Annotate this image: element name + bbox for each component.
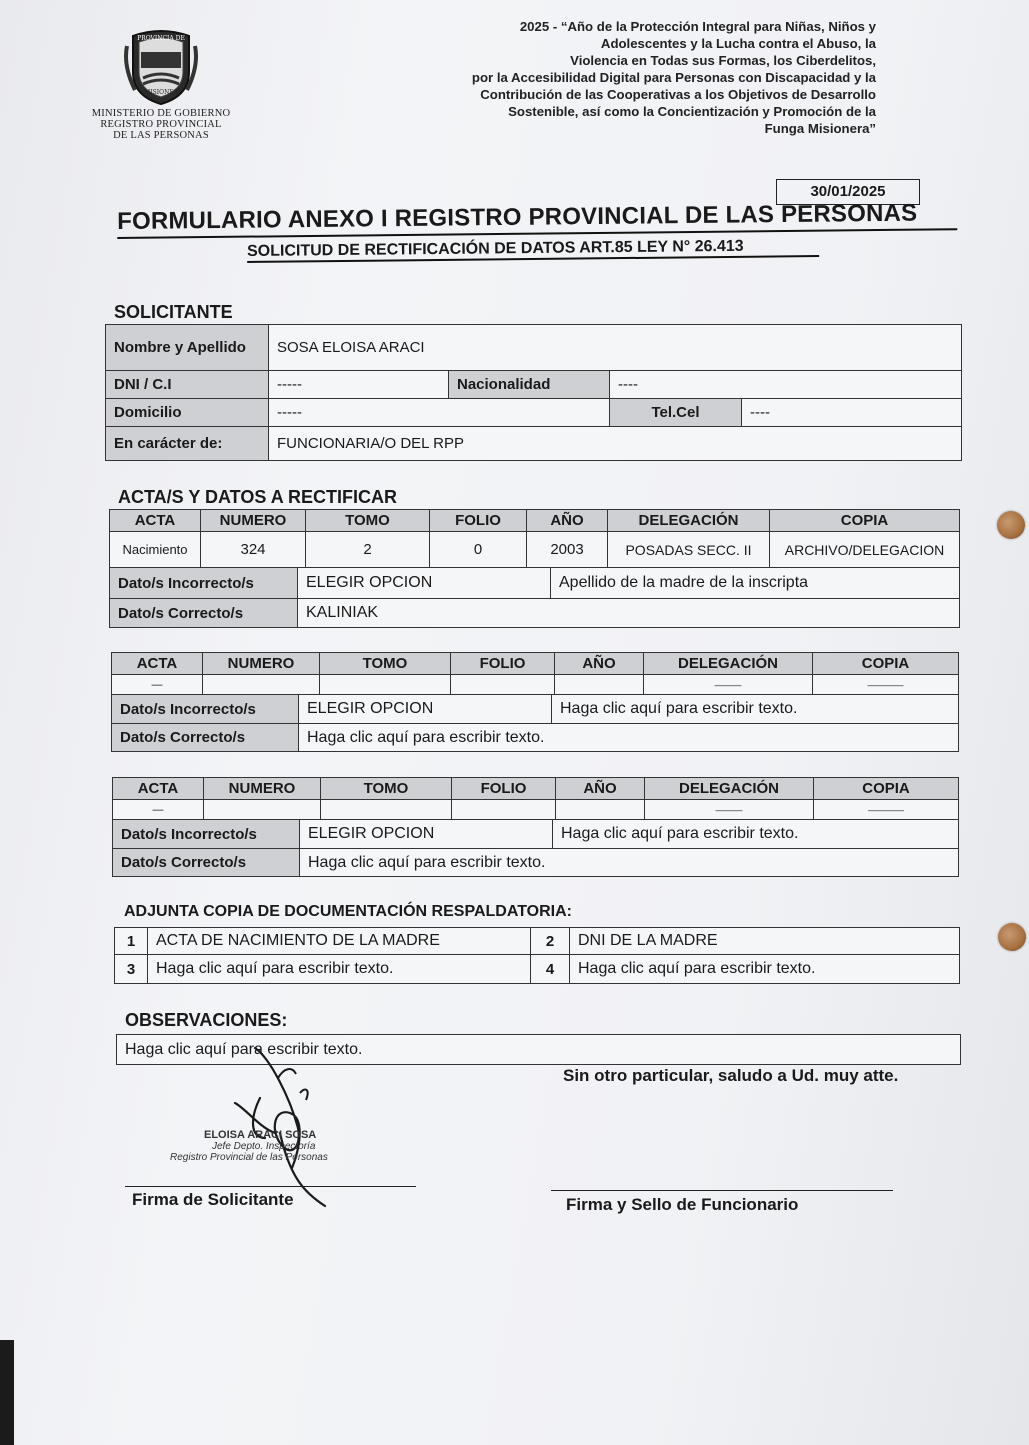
stamp-role: Jefe Depto. Inspectoría	[212, 1141, 316, 1152]
closing-text: Sin otro particular, saludo a Ud. muy atte.	[563, 1066, 899, 1085]
correct-label: Dato/s Correcto/s	[110, 599, 298, 628]
attachment-field-4[interactable]: Haga clic aquí para escribir texto.	[570, 955, 960, 984]
header-delegacion: DELEGACIÓN	[645, 778, 814, 800]
correct-field[interactable]: Haga clic aquí para escribir texto.	[300, 849, 959, 877]
table-shadow	[0, 1340, 14, 1445]
ministry-line: MINISTERIO DE GOBIERNO	[91, 108, 231, 119]
anio-field[interactable]	[556, 800, 645, 820]
stamp-name: ELOISA ARACI SOSA	[204, 1129, 317, 1141]
incorrect-option-dropdown[interactable]: ELEGIR OPCION	[298, 568, 551, 599]
acta-block-3	[112, 777, 959, 820]
acta-block-2	[111, 652, 959, 695]
punch-hole	[998, 923, 1026, 951]
acta-type-field[interactable]: Nacimiento	[110, 532, 201, 568]
coat-of-arms-icon	[121, 26, 201, 106]
observaciones-field[interactable]: Haga clic aquí para escribir texto.	[117, 1035, 961, 1065]
dni-label: DNI / C.I	[106, 371, 269, 399]
numero-field[interactable]	[203, 675, 320, 695]
anio-field[interactable]	[555, 675, 644, 695]
correct-label: Dato/s Correcto/s	[113, 849, 300, 877]
domicilio-field[interactable]: -----	[269, 399, 610, 427]
folio-field[interactable]: 0	[430, 532, 527, 568]
handwritten-signature-icon	[220, 1038, 340, 1208]
header-copia: COPIA	[770, 510, 960, 532]
attachment-field-3[interactable]: Haga clic aquí para escribir texto.	[148, 955, 531, 984]
logo-text-bottom: MISIONES	[144, 89, 178, 96]
attachment-field-1[interactable]: ACTA DE NACIMIENTO DE LA MADRE	[148, 928, 531, 955]
header-anio: AÑO	[556, 778, 645, 800]
correct-field[interactable]: KALINIAK	[298, 599, 960, 628]
year-motto	[420, 18, 876, 137]
acta-type-field[interactable]: —	[112, 675, 203, 695]
solicitante-table	[105, 324, 962, 461]
anio-field[interactable]: 2003	[527, 532, 608, 568]
header-copia: COPIA	[813, 653, 959, 675]
attachment-number: 4	[531, 955, 570, 984]
attachment-field-2[interactable]: DNI DE LA MADRE	[570, 928, 960, 955]
motto-line: Adolescentes y la Lucha contra el Abuso, la	[600, 36, 876, 51]
nacionalidad-field[interactable]: ----	[610, 371, 962, 399]
date-field[interactable]: 30/01/2025	[776, 179, 920, 205]
header-logo-block	[88, 26, 234, 141]
header-delegacion: DELEGACIÓN	[608, 510, 770, 532]
section-title-observaciones: OBSERVACIONES:	[125, 1010, 288, 1030]
ministry-line: REGISTRO PROVINCIAL	[100, 119, 222, 130]
tel-label: Tel.Cel	[610, 399, 742, 427]
signature-label-solicitante: Firma de Solicitante	[132, 1190, 294, 1209]
section-title-solicitante: SOLICITANTE	[114, 302, 233, 322]
tomo-field[interactable]: 2	[306, 532, 430, 568]
ministry-name	[88, 108, 234, 141]
motto-line: por la Accesibilidad Digital para Personas con Discapacidad y la	[471, 70, 876, 85]
attachment-number: 3	[115, 955, 148, 984]
adjunta-table	[114, 927, 960, 984]
numero-field[interactable]: 324	[201, 532, 306, 568]
header-anio: AÑO	[527, 510, 608, 532]
incorrect-label: Dato/s Incorrecto/s	[112, 695, 299, 724]
header-copia: COPIA	[814, 778, 959, 800]
incorrect-option-dropdown[interactable]: ELEGIR OPCION	[299, 695, 552, 724]
tomo-field[interactable]	[320, 675, 451, 695]
ministry-line: DE LAS PERSONAS	[113, 130, 209, 141]
motto-line: Contribución de las Cooperativas a los Objetivos de Desarrollo	[480, 87, 876, 102]
motto-line: Funga Misionera”	[764, 121, 876, 136]
incorrect-option-dropdown[interactable]: ELEGIR OPCION	[300, 820, 553, 849]
header-tomo: TOMO	[321, 778, 452, 800]
header-acta: ACTA	[112, 653, 203, 675]
incorrect-label: Dato/s Incorrecto/s	[110, 568, 298, 599]
header-delegacion: DELEGACIÓN	[644, 653, 813, 675]
delegacion-field[interactable]: ———	[645, 800, 814, 820]
nombre-label: Nombre y Apellido	[106, 325, 269, 371]
form-subtitle: SOLICITUD DE RECTIFICACIÓN DE DATOS ART.85 LEY N° 26.413	[247, 237, 819, 263]
header-numero: NUMERO	[203, 653, 320, 675]
signature-line-funcionario	[551, 1190, 893, 1191]
tel-field[interactable]: ----	[742, 399, 962, 427]
copia-field[interactable]: ————	[814, 800, 959, 820]
signature-stamp	[170, 1130, 328, 1163]
acta-block-1-data	[109, 567, 960, 628]
signature-label-funcionario: Firma y Sello de Funcionario	[566, 1195, 799, 1214]
dni-field[interactable]: -----	[269, 371, 449, 399]
caracter-field[interactable]: FUNCIONARIA/O DEL RPP	[269, 427, 962, 461]
attachment-number: 2	[531, 928, 570, 955]
correct-field[interactable]: Haga clic aquí para escribir texto.	[299, 724, 959, 752]
signature-line-solicitante	[125, 1186, 416, 1187]
delegacion-field[interactable]: ———	[644, 675, 813, 695]
acta-block-1	[109, 509, 960, 568]
incorrect-detail-field[interactable]: Haga clic aquí para escribir texto.	[553, 820, 959, 849]
acta-type-field[interactable]: —	[113, 800, 204, 820]
section-title-actas: ACTA/S Y DATOS A RECTIFICAR	[118, 487, 398, 507]
header-acta: ACTA	[113, 778, 204, 800]
tomo-field[interactable]	[321, 800, 452, 820]
folio-field[interactable]	[452, 800, 556, 820]
header-tomo: TOMO	[320, 653, 451, 675]
acta-block-2-data	[111, 694, 959, 752]
numero-field[interactable]	[204, 800, 321, 820]
header-acta: ACTA	[110, 510, 201, 532]
copia-field[interactable]: ————	[813, 675, 959, 695]
caracter-label: En carácter de:	[106, 427, 269, 461]
header-folio: FOLIO	[430, 510, 527, 532]
delegacion-field[interactable]: POSADAS SECC. II	[608, 532, 770, 568]
motto-line: 2025 - “Año de la Protección Integral para Niñas, Niños y	[519, 19, 876, 34]
motto-line: Violencia en Todas sus Formas, los Ciberdelitos,	[570, 53, 876, 68]
header-folio: FOLIO	[451, 653, 555, 675]
nacionalidad-label: Nacionalidad	[449, 371, 610, 399]
incorrect-label: Dato/s Incorrecto/s	[113, 820, 300, 849]
nombre-field[interactable]: SOSA ELOISA ARACI	[269, 325, 962, 371]
correct-label: Dato/s Correcto/s	[112, 724, 299, 752]
logo-text-top: PROVINCIA DE	[137, 35, 185, 42]
domicilio-label: Domicilio	[106, 399, 269, 427]
header-folio: FOLIO	[452, 778, 556, 800]
incorrect-detail-field[interactable]: Apellido de la madre de la inscripta	[551, 568, 960, 599]
header-numero: NUMERO	[204, 778, 321, 800]
motto-line: Sostenible, así como la Concientización y Promoción de la	[508, 104, 876, 119]
stamp-org: Registro Provincial de las Personas	[170, 1152, 328, 1163]
header-numero: NUMERO	[201, 510, 306, 532]
header-anio: AÑO	[555, 653, 644, 675]
attachment-number: 1	[115, 928, 148, 955]
acta-block-3-data	[112, 819, 959, 877]
header-tomo: TOMO	[306, 510, 430, 532]
folio-field[interactable]	[451, 675, 555, 695]
incorrect-detail-field[interactable]: Haga clic aquí para escribir texto.	[552, 695, 959, 724]
copia-field[interactable]: ARCHIVO/DELEGACION	[770, 532, 960, 568]
form-title: FORMULARIO ANEXO I REGISTRO PROVINCIAL DE LAS PERSONAS	[117, 199, 957, 239]
punch-hole	[997, 511, 1025, 539]
section-title-adjunta: ADJUNTA COPIA DE DOCUMENTACIÓN RESPALDATORIA:	[124, 903, 572, 920]
